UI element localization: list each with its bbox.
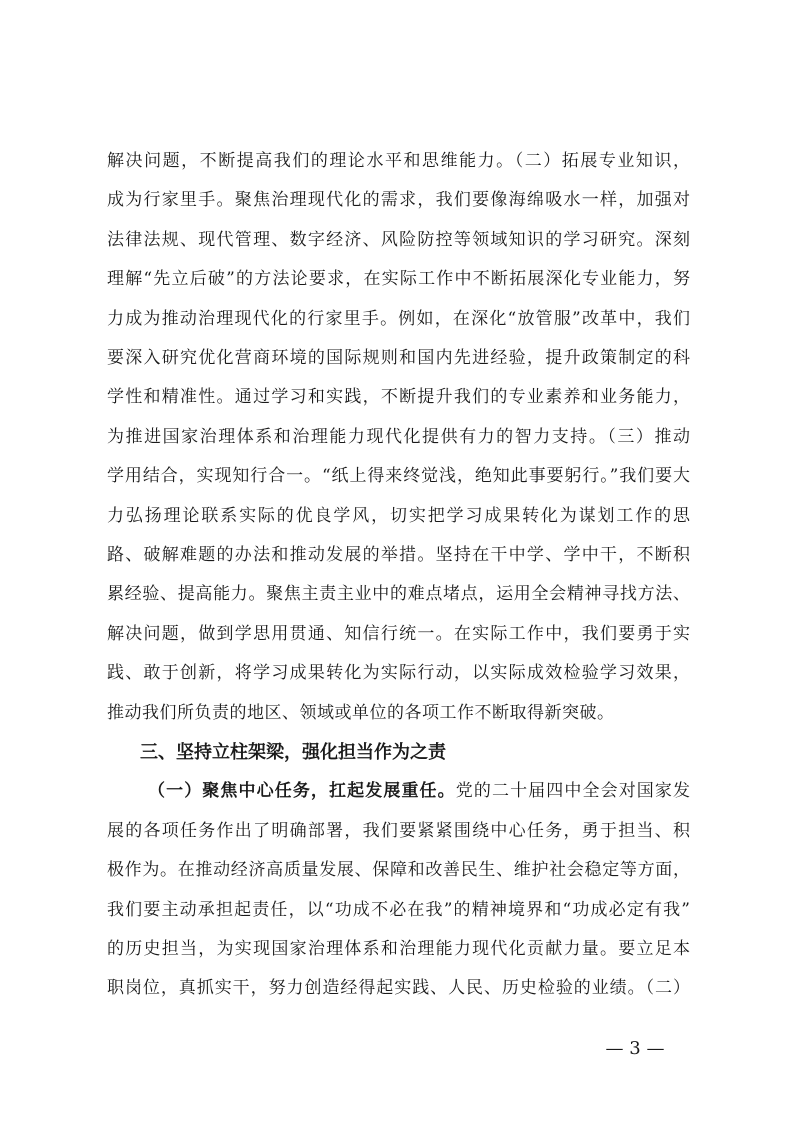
body-line: 成为行家里手。聚焦治理现代化的需求，我们要像海绵吸水一样，加强对 — [107, 190, 690, 210]
body-line: 我们要主动承担起责任，以“功成不必在我”的精神境界和“功成必定有我” — [107, 900, 690, 920]
section-paragraph-first-line — [148, 772, 690, 811]
body-line: 法律法规、现代管理、数字经济、风险防控等领域知识的学习研究。深刻 — [107, 230, 690, 250]
page-number: — 3 — — [605, 1038, 665, 1059]
subheading-bold: （一）聚焦中心任务，扛起发展重任。 — [148, 781, 456, 801]
body-line: 的历史担当，为实现国家治理体系和治理能力现代化贡献力量。要立足本 — [107, 939, 690, 959]
section-heading: 三、坚持立柱架梁，强化担当作为之责 — [140, 742, 446, 763]
body-line: 学用结合，实现知行合一。“纸上得来终觉浅，绝知此事要躬行。”我们要大 — [107, 466, 690, 486]
body-line: 力成为推动治理现代化的行家里手。例如，在深化“放管服”改革中，我们 — [107, 309, 690, 329]
body-line: 解决问题，不断提高我们的理论水平和思维能力。（二）拓展专业知识， — [107, 151, 690, 171]
body-line: 要深入研究优化营商环境的国际规则和国内先进经验，提升政策制定的科 — [107, 348, 690, 368]
body-line: 路、破解难题的办法和推动发展的举措。坚持在干中学、学中干，不断积 — [107, 545, 690, 565]
body-line: 职岗位，真抓实干，努力创造经得起实践、人民、历史检验的业绩。（二） — [107, 978, 690, 998]
body-text: 党的二十届四中全会对国家发 — [455, 781, 691, 801]
body-line: 解决问题，做到学思用贯通、知信行统一。在实际工作中，我们要勇于实 — [107, 624, 690, 644]
body-line: 推动我们所负责的地区、领域或单位的各项工作不断取得新突破。 — [107, 703, 615, 723]
body-line: 学性和精准性。通过学习和实践，不断提升我们的专业素养和业务能力， — [107, 387, 690, 407]
body-line: 极作为。在推动经济高质量发展、保障和改善民生、维护社会稳定等方面， — [107, 860, 690, 880]
body-line: 力弘扬理论联系实际的优良学风，切实把学习成果转化为谋划工作的思 — [107, 506, 690, 526]
body-line: 展的各项任务作出了明确部署，我们要紧紧围绕中心任务，勇于担当、积 — [107, 821, 690, 841]
body-line: 累经验、提高能力。聚焦主责主业中的难点堵点，运用全会精神寻找方法、 — [107, 584, 690, 604]
body-line: 为推进国家治理体系和治理能力现代化提供有力的智力支持。（三）推动 — [107, 427, 690, 447]
body-line: 理解“先立后破”的方法论要求，在实际工作中不断拓展深化专业能力，努 — [107, 269, 690, 289]
body-line: 践、敢于创新，将学习成果转化为实际行动，以实际成效检验学习效果， — [107, 663, 690, 683]
